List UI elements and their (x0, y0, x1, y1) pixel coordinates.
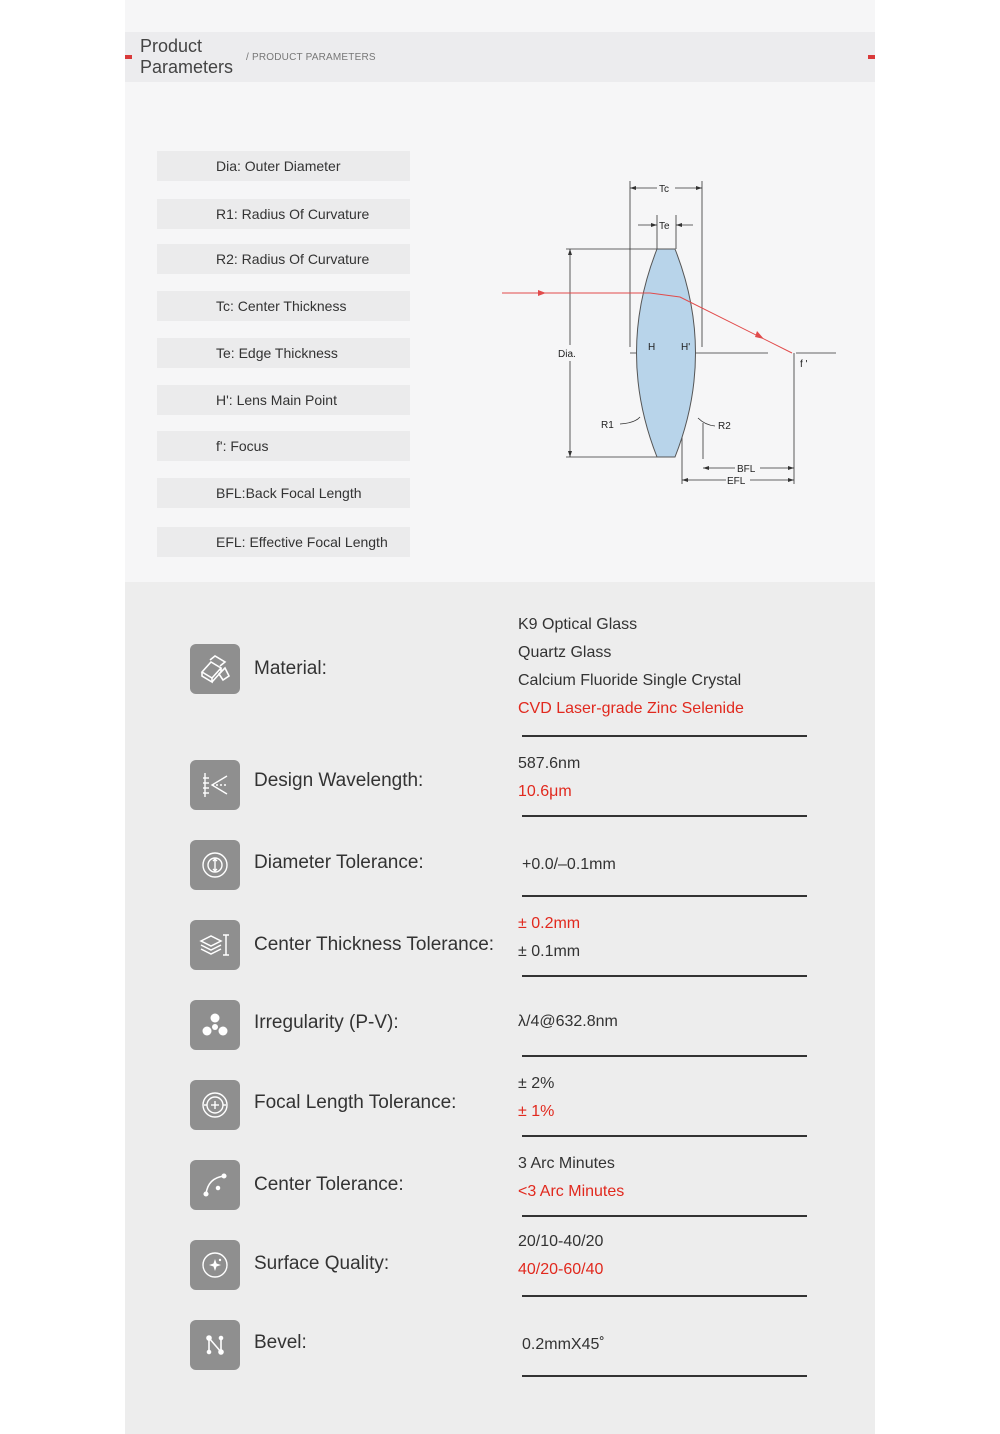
tc-arrowhead-left (630, 186, 636, 190)
section-header (125, 32, 875, 82)
center-value: <3 Arc Minutes (518, 1183, 625, 1200)
label-r2: R2 (718, 421, 731, 432)
legend-panel (125, 82, 875, 582)
surface-label: Surface Quality: (254, 1253, 390, 1274)
wavelength-values (518, 750, 580, 806)
label-tc: Tc (659, 184, 669, 195)
ray-arrow-out (755, 331, 764, 339)
bevel-values (522, 1331, 605, 1359)
irregularity-icon (190, 1000, 240, 1050)
focal-value: ± 2% (518, 1075, 555, 1092)
legend-item-bfl: BFL:Back Focal Length (157, 478, 410, 508)
thickness-value: ± 0.1mm (518, 943, 581, 960)
legend-item-h: H': Lens Main Point (157, 385, 410, 415)
thickness-label: Center Thickness Tolerance: (254, 934, 495, 955)
focal-icon (190, 1080, 240, 1130)
lens-body (637, 249, 696, 457)
legend-item-f: f': Focus (157, 431, 410, 461)
r2-leader (698, 418, 715, 426)
wavelength-value: 587.6nm (518, 755, 581, 772)
surface-value: 20/10-40/20 (518, 1233, 604, 1250)
center-divider (522, 1215, 807, 1217)
material-value: K9 Optical Glass (518, 616, 638, 633)
spec-panel (125, 582, 875, 1434)
section-title-line1: Product (140, 36, 203, 56)
page (125, 0, 875, 1434)
bevel-icon (190, 1320, 240, 1370)
label-te: Te (659, 221, 670, 232)
focal-label: Focal Length Tolerance: (254, 1092, 457, 1113)
material-values (518, 611, 744, 723)
bfl-arrowhead-right (788, 466, 794, 470)
header-accent-right (868, 55, 875, 59)
center-values (518, 1150, 624, 1206)
center-label: Center Tolerance: (254, 1174, 404, 1195)
center-value: 3 Arc Minutes (518, 1155, 615, 1172)
irregularity-value: λ/4@632.8nm (518, 1013, 618, 1030)
thickness-icon (190, 920, 240, 970)
wavelength-divider (522, 815, 807, 817)
legend-item-dia: Dia: Outer Diameter (157, 151, 410, 181)
diameter-value: +0.0/–0.1mm (522, 856, 616, 873)
wavelength-icon (190, 760, 240, 810)
focal-values (518, 1070, 554, 1126)
dia-arrowhead-bottom (568, 451, 572, 457)
r1-leader (620, 417, 640, 424)
bevel-value: 0.2mmX45˚ (522, 1336, 605, 1353)
label-f-prime: f ' (800, 359, 808, 370)
efl-arrowhead-right (788, 478, 794, 482)
diameter-icon (190, 840, 240, 890)
surface-value: 40/20-60/40 (518, 1261, 604, 1278)
section-title (140, 36, 233, 78)
bevel-label: Bevel: (254, 1332, 307, 1353)
irregularity-values (518, 1008, 618, 1036)
efl-arrowhead-left (682, 478, 688, 482)
dia-arrowhead-top (568, 249, 572, 255)
material-value: Quartz Glass (518, 644, 612, 661)
header-accent-left (125, 55, 132, 59)
legend-item-r2: R2: Radius Of Curvature (157, 244, 410, 274)
thickness-divider (522, 975, 807, 977)
wavelength-label: Design Wavelength: (254, 770, 424, 791)
surface-divider (522, 1295, 807, 1297)
material-icon (190, 644, 240, 694)
legend-item-tc: Tc: Center Thickness (157, 291, 410, 321)
bfl-arrowhead-left (703, 466, 709, 470)
label-bfl: BFL (737, 464, 756, 475)
center-icon (190, 1160, 240, 1210)
label-h-prime: H' (681, 342, 691, 353)
thickness-value: ± 0.2mm (518, 915, 581, 932)
focal-divider (522, 1135, 807, 1137)
label-dia: Dia. (558, 349, 576, 360)
legend-item-te: Te: Edge Thickness (157, 338, 410, 368)
lens-diagram (500, 177, 840, 497)
irregularity-divider (522, 1055, 807, 1057)
te-arrowhead-right (676, 223, 682, 227)
material-value: CVD Laser-grade Zinc Selenide (518, 700, 744, 717)
diameter-label: Diameter Tolerance: (254, 852, 424, 873)
material-label: Material: (254, 658, 327, 679)
top-strip (125, 0, 875, 32)
wavelength-value: 10.6μm (518, 783, 572, 800)
thickness-values (518, 910, 580, 966)
material-divider (522, 735, 807, 737)
focal-value: ± 1% (518, 1103, 555, 1120)
surface-icon (190, 1240, 240, 1290)
label-r1: R1 (601, 420, 614, 431)
te-arrowhead-left (651, 223, 657, 227)
material-value: Calcium Fluoride Single Crystal (518, 672, 742, 689)
surface-values (518, 1228, 603, 1284)
diameter-values (522, 851, 616, 879)
bevel-divider (522, 1375, 807, 1377)
label-h: H (648, 342, 656, 353)
label-efl: EFL (727, 476, 746, 487)
section-subtitle: / PRODUCT PARAMETERS (246, 52, 376, 63)
legend-item-efl: EFL: Effective Focal Length (157, 527, 410, 557)
ray-arrow-in (538, 290, 546, 296)
legend-item-r1: R1: Radius Of Curvature (157, 199, 410, 229)
diameter-divider (522, 895, 807, 897)
irregularity-label: Irregularity (P-V): (254, 1012, 399, 1033)
tc-arrowhead-right (696, 186, 702, 190)
section-title-line2: Parameters (140, 57, 234, 77)
